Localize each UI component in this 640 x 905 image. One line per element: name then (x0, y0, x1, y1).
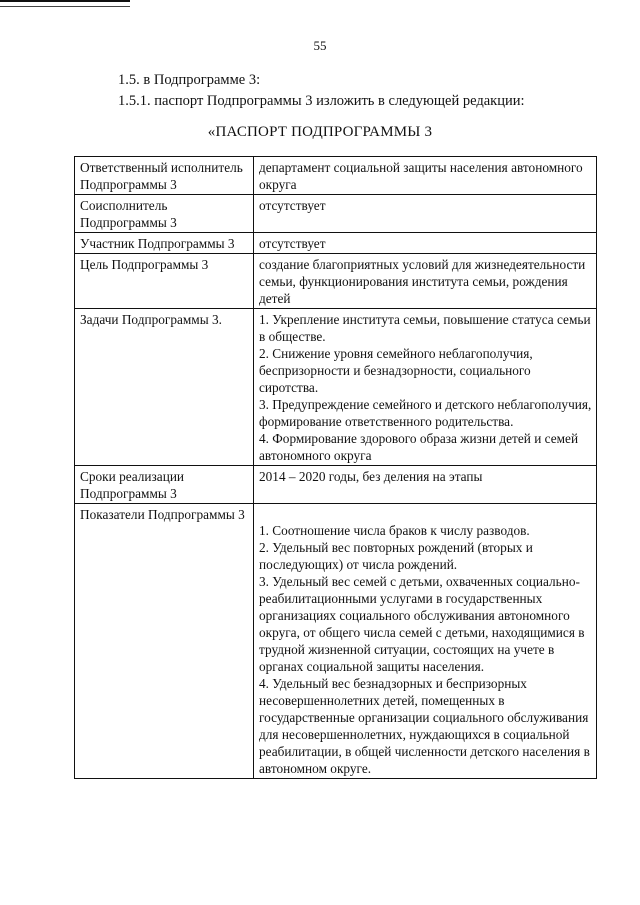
table-row (75, 157, 597, 195)
page-number: 55 (313, 38, 327, 53)
value-line: отсутствует (259, 198, 326, 213)
table-row (75, 233, 597, 254)
scan-edge-mark (0, 0, 130, 2)
row-label-timeline: Сроки реализации Подпрограммы 3 (75, 466, 254, 504)
row-label-coexecutor: Соисполнитель Подпрограммы 3 (75, 195, 254, 233)
row-value-goal (254, 254, 597, 309)
passport-table (74, 156, 597, 779)
row-label-participant: Участник Подпрограммы 3 (75, 233, 254, 254)
row-value-tasks (254, 309, 597, 466)
row-label-indicators: Показатели Подпрограммы 3 (75, 504, 254, 779)
table-row (75, 466, 597, 504)
paragraph-1-5: 1.5. в Подпрограмме 3: (118, 72, 261, 88)
row-label-responsible: Ответственный исполнитель Подпрограммы 3 (75, 157, 254, 195)
row-value-responsible (254, 157, 597, 195)
value-line: департамент социальной защиты населения автономного округа (259, 160, 583, 192)
indicator-item: 4. Удельный вес безнадзорных и беспризорных несовершеннолетних детей, помещенных в государственные организации социального обслуживания для несовершеннолетних, нуждающихся в социальной реабилитации, в общей численности детского населения в автономном округе. (259, 676, 590, 776)
row-label-tasks: Задачи Подпрограммы 3. (75, 309, 254, 466)
task-item: 2. Снижение уровня семейного неблагополучия, беспризорности и безнадзорности, социального сиротства. (259, 346, 533, 395)
row-value-coexecutor (254, 195, 597, 233)
task-item: 4. Формирование здорового образа жизни детей и семей автономного округа (259, 431, 579, 463)
table-row (75, 195, 597, 233)
scan-edge-mark-secondary (0, 6, 130, 7)
row-value-participant (254, 233, 597, 254)
table-row (75, 504, 597, 779)
row-value-indicators (254, 504, 597, 779)
indicator-item: 3. Удельный вес семей с детьми, охваченных социально-реабилитационными услугами в государственных организациях социального обслуживания автономного округа, от общего числа семей с детьми, находящимися в трудной жизненной ситуации, состоящих на учете в органах социальной защиты населения. (259, 574, 585, 674)
indicator-item: 2. Удельный вес повторных рождений (вторых и последующих) от числа рождений. (259, 540, 533, 572)
row-value-timeline (254, 466, 597, 504)
task-item: 3. Предупреждение семейного и детского неблагополучия, формирование ответственного родительства. (259, 397, 592, 429)
value-line: создание благоприятных условий для жизнедеятельности семьи, функционирования института семьи, рождения детей (259, 257, 586, 306)
row-label-goal: Цель Подпрограммы 3 (75, 254, 254, 309)
value-line: 2014 – 2020 годы, без деления на этапы (259, 469, 483, 484)
paragraph-1-5-1: 1.5.1. паспорт Подпрограммы 3 изложить в следующей редакции: (118, 93, 525, 109)
value-line: отсутствует (259, 236, 326, 251)
indicator-item: 1. Соотношение числа браков к числу разводов. (259, 523, 530, 538)
table-row (75, 254, 597, 309)
passport-title: «ПАСПОРТ ПОДПРОГРАММЫ 3 (207, 124, 433, 140)
table-row (75, 309, 597, 466)
task-item: 1. Укрепление института семьи, повышение статуса семьи в обществе. (259, 312, 591, 344)
